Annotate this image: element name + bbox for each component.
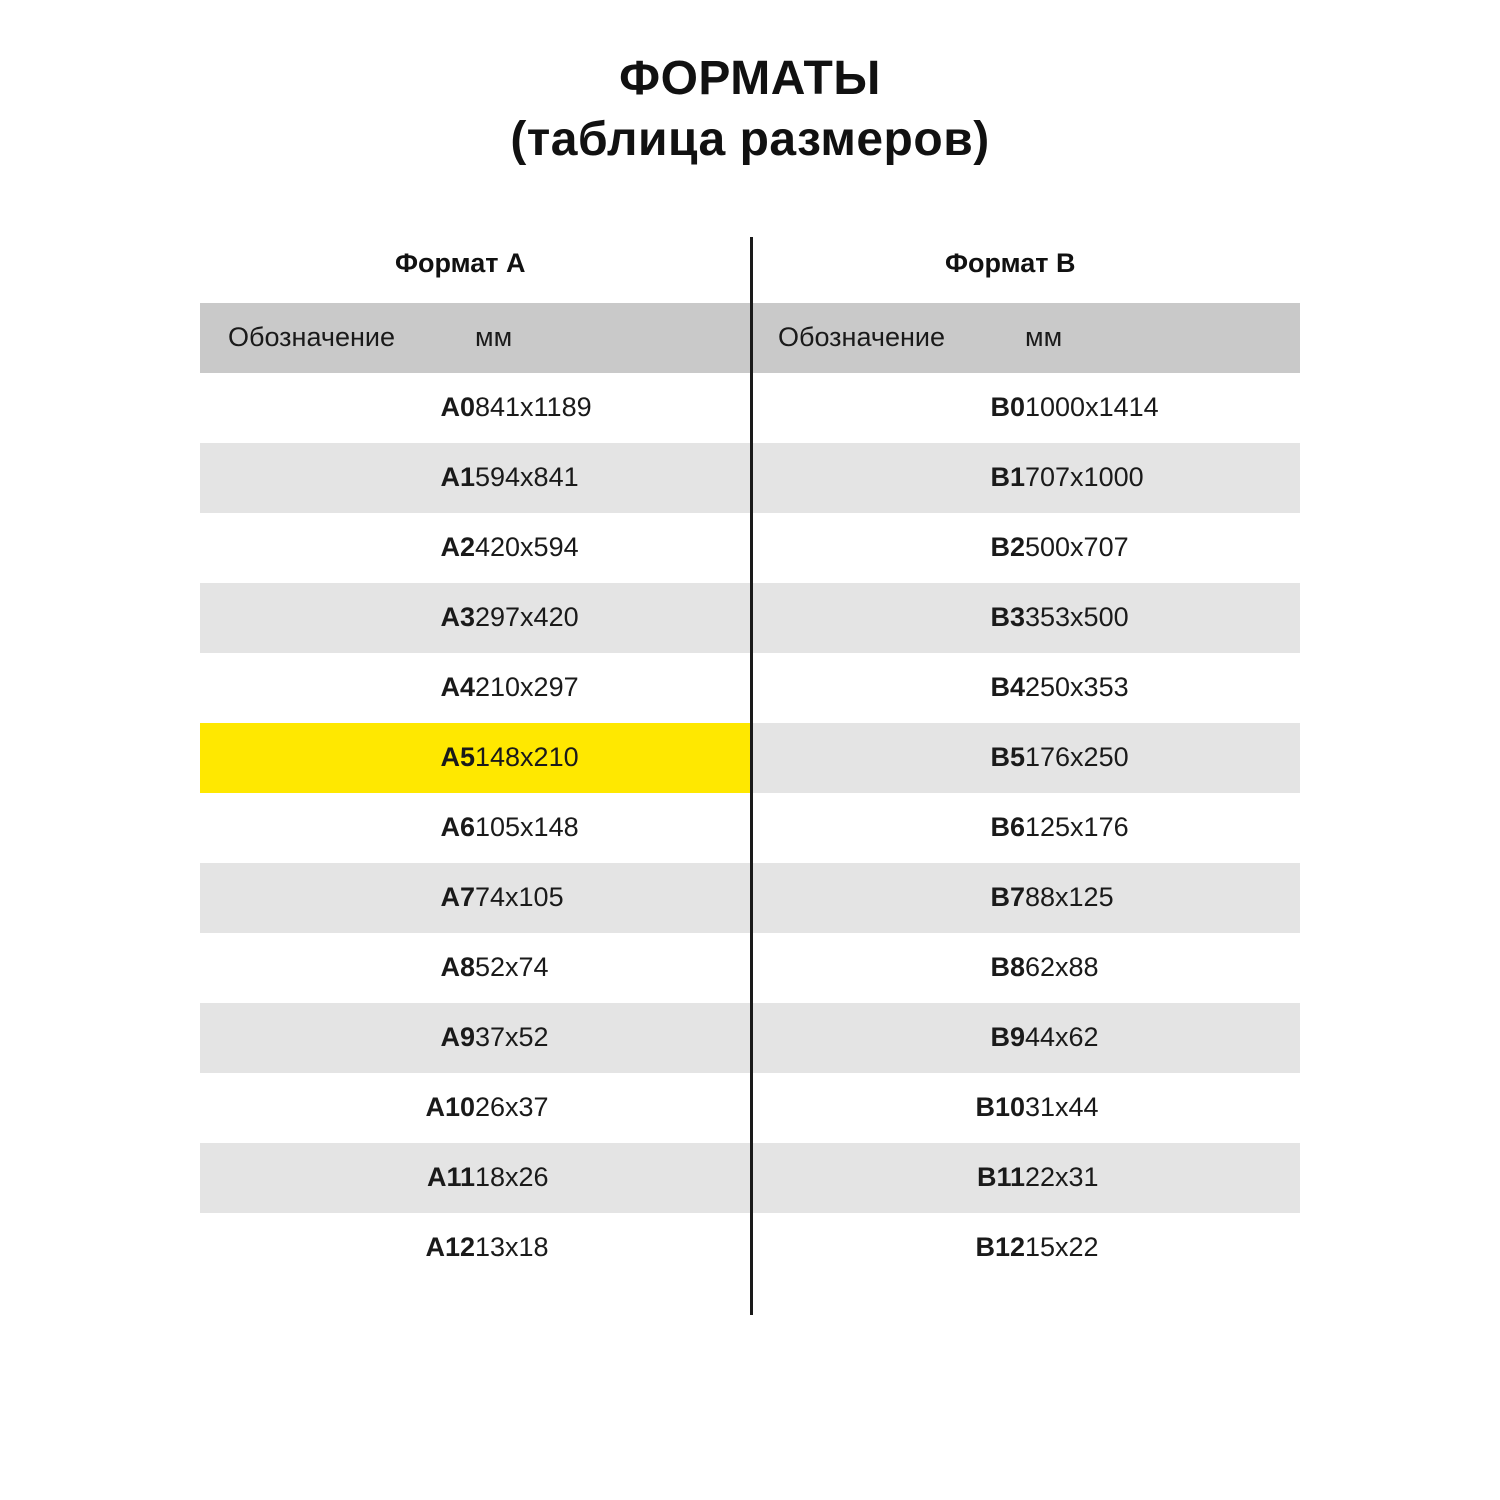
group-divider — [750, 237, 753, 1315]
cell-a-code: A4 — [200, 653, 475, 723]
cell-b-code: B5 — [750, 723, 1025, 793]
cell-b-code: B11 — [750, 1143, 1025, 1213]
page-title-line-1: ФОРМАТЫ — [619, 52, 881, 105]
cell-b-size: 1000x1414 — [1025, 373, 1300, 443]
page-title-line-2: (таблица размеров) — [510, 113, 990, 167]
cell-a-size: 297x420 — [475, 583, 750, 653]
cell-b-code: B7 — [750, 863, 1025, 933]
cell-b-size: 176x250 — [1025, 723, 1300, 793]
cell-b-size: 62x88 — [1025, 933, 1300, 1003]
cell-b-code: B10 — [750, 1073, 1025, 1143]
cell-a-code: A11 — [200, 1143, 475, 1213]
cell-a-size: 105x148 — [475, 793, 750, 863]
cell-a-size: 52x74 — [475, 933, 750, 1003]
cell-b-code: B4 — [750, 653, 1025, 723]
cell-a-size: 18x26 — [475, 1143, 750, 1213]
cell-b-code: B8 — [750, 933, 1025, 1003]
cell-b-size: 44x62 — [1025, 1003, 1300, 1073]
cell-a-size: 74x105 — [475, 863, 750, 933]
col-header-b-size: мм — [1025, 303, 1300, 373]
cell-b-code: B3 — [750, 583, 1025, 653]
cell-a-size: 841x1189 — [475, 373, 750, 443]
cell-a-code: A9 — [200, 1003, 475, 1073]
cell-b-size: 707x1000 — [1025, 443, 1300, 513]
cell-b-code: B9 — [750, 1003, 1025, 1073]
cell-a-code: A3 — [200, 583, 475, 653]
cell-a-code: A2 — [200, 513, 475, 583]
cell-a-size: 37x52 — [475, 1003, 750, 1073]
cell-a-code: A6 — [200, 793, 475, 863]
col-header-a-code: Обозначение — [200, 303, 475, 373]
cell-b-size: 31x44 — [1025, 1073, 1300, 1143]
cell-a-code: A12 — [200, 1213, 475, 1283]
cell-a-size: 210x297 — [475, 653, 750, 723]
cell-a-code: A1 — [200, 443, 475, 513]
cell-a-size: 594x841 — [475, 443, 750, 513]
col-header-a-size: мм — [475, 303, 750, 373]
cell-b-size: 353x500 — [1025, 583, 1300, 653]
cell-a-code: A7 — [200, 863, 475, 933]
cell-a-size: 148x210 — [475, 723, 750, 793]
cell-b-size: 500x707 — [1025, 513, 1300, 583]
col-header-b-code: Обозначение — [750, 303, 1025, 373]
cell-b-size: 88x125 — [1025, 863, 1300, 933]
page-title — [0, 0, 1500, 171]
cell-b-code: B2 — [750, 513, 1025, 583]
cell-a-size: 420x594 — [475, 513, 750, 583]
cell-b-size: 22x31 — [1025, 1143, 1300, 1213]
formats-table-wrap — [200, 225, 1300, 1283]
group-header-a: Формат А — [395, 248, 526, 279]
cell-b-code: B12 — [750, 1213, 1025, 1283]
cell-b-code: B6 — [750, 793, 1025, 863]
cell-b-size: 125x176 — [1025, 793, 1300, 863]
cell-a-code: A0 — [200, 373, 475, 443]
group-header-b: Формат В — [945, 248, 1076, 279]
cell-b-code: B0 — [750, 373, 1025, 443]
cell-b-size: 250x353 — [1025, 653, 1300, 723]
cell-a-code: A10 — [200, 1073, 475, 1143]
cell-a-size: 26x37 — [475, 1073, 750, 1143]
cell-b-size: 15x22 — [1025, 1213, 1300, 1283]
cell-a-size: 13x18 — [475, 1213, 750, 1283]
cell-a-code: A5 — [200, 723, 475, 793]
cell-a-code: A8 — [200, 933, 475, 1003]
cell-b-code: B1 — [750, 443, 1025, 513]
